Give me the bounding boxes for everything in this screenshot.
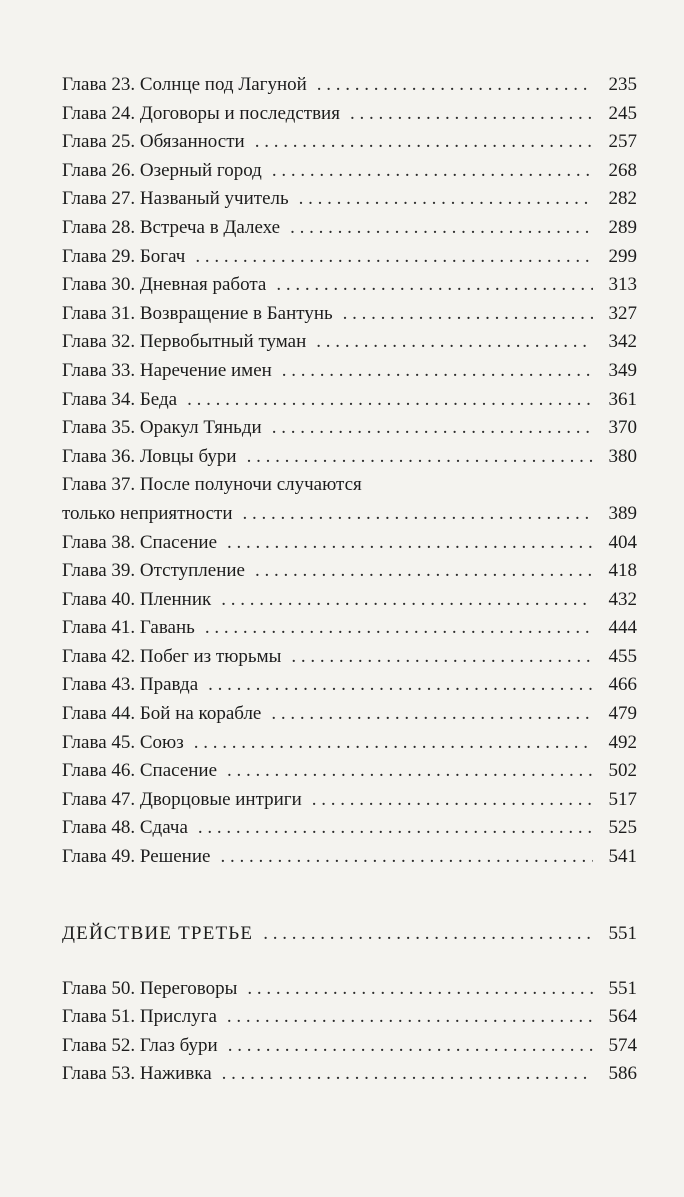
toc-entry (62, 814, 637, 843)
toc-entry-page: 389 (608, 502, 637, 524)
toc-entry (62, 243, 637, 272)
chapter-list-part-b (62, 529, 637, 872)
toc-entry-title: Глава 41. Гавань (62, 617, 195, 639)
leader-dots (221, 586, 593, 615)
leader-dots (198, 814, 593, 843)
toc-entry (62, 328, 637, 357)
toc-entry-page: 289 (608, 216, 637, 238)
toc-entry (62, 1003, 637, 1032)
toc-entry (62, 729, 637, 758)
toc-entry-title: Глава 50. Переговоры (62, 977, 238, 999)
toc-entry-title: Глава 26. Озерный город (62, 159, 262, 181)
toc-entry-page: 418 (608, 560, 637, 582)
toc-entry-page: 257 (608, 131, 637, 153)
leader-dots (205, 614, 593, 643)
toc-entry-title: Глава 27. Названый учитель (62, 188, 289, 210)
toc-entry (62, 71, 637, 100)
leader-dots (263, 920, 593, 948)
toc-entry-page: 404 (608, 531, 637, 553)
toc-entry-page: 349 (608, 359, 637, 381)
toc-entry-title: Глава 51. Прислуга (62, 1006, 217, 1028)
toc-entry-page: 444 (608, 617, 637, 639)
toc-entry-title: Глава 24. Договоры и последствия (62, 102, 340, 124)
toc-entry (62, 157, 637, 186)
toc-entry (62, 671, 637, 700)
toc-entry-title-line1: Глава 37. После полуночи случаются (62, 474, 362, 496)
leader-dots (255, 128, 593, 157)
leader-dots (243, 500, 594, 529)
toc-entry (62, 100, 637, 129)
toc-entry-page: 455 (608, 645, 637, 667)
toc-entry-page: 432 (608, 588, 637, 610)
leader-dots (227, 529, 593, 558)
leader-dots (222, 1060, 593, 1089)
leader-dots (350, 100, 593, 129)
toc-entry-title-line2: только неприятности (62, 502, 233, 524)
leader-dots (227, 1003, 593, 1032)
toc-entry-page: 235 (608, 74, 637, 95)
toc-entry-page: 299 (608, 245, 637, 267)
toc-entry-title: Глава 42. Побег из тюрьмы (62, 645, 282, 667)
toc-entry-page: 268 (608, 159, 637, 181)
toc-entry (62, 700, 637, 729)
leader-dots (271, 700, 593, 729)
toc-entry-title: Глава 36. Ловцы бури (62, 445, 237, 467)
toc-entry-title: Глава 23. Солнце под Лагуной (62, 74, 307, 95)
toc-entry (62, 757, 637, 786)
toc-entry-page: 502 (608, 760, 637, 782)
table-of-contents (62, 71, 637, 1089)
toc-entry-page: 282 (608, 188, 637, 210)
toc-entry-chapter-37 (62, 471, 637, 528)
toc-entry-title: Глава 47. Дворцовые интриги (62, 788, 302, 810)
leader-dots (194, 729, 593, 758)
chapter-list-part-a (62, 71, 637, 471)
toc-entry (62, 357, 637, 386)
toc-entry-title: Глава 28. Встреча в Далехе (62, 216, 281, 238)
toc-entry-title: Глава 45. Союз (62, 731, 184, 753)
leader-dots (247, 443, 593, 472)
toc-entry (62, 1060, 637, 1089)
toc-entry-title: Глава 49. Решение (62, 846, 211, 868)
toc-entry-title: Глава 46. Спасение (62, 760, 218, 782)
toc-entry (62, 643, 637, 672)
leader-dots (247, 975, 593, 1004)
leader-dots (272, 157, 593, 186)
toc-entry (62, 1032, 637, 1061)
toc-entry-page: 313 (608, 274, 637, 296)
leader-dots (316, 328, 593, 357)
toc-entry-page: 517 (608, 788, 637, 810)
toc-entry-title: Глава 44. Бой на корабле (62, 703, 262, 725)
toc-entry-title: Глава 52. Глаз бури (62, 1034, 218, 1056)
toc-entry-act-three (62, 920, 637, 948)
chapter-list-part-c (62, 975, 637, 1089)
toc-entry-page: 525 (608, 817, 637, 839)
toc-entry-title: Глава 53. Наживка (62, 1063, 212, 1085)
leader-dots (220, 843, 593, 872)
toc-entry-page: 342 (608, 331, 637, 353)
toc-entry (62, 614, 637, 643)
toc-entry (62, 300, 637, 329)
toc-entry-page: 564 (608, 1006, 637, 1028)
toc-entry-title: Глава 32. Первобытный туман (62, 331, 307, 353)
toc-entry (62, 128, 637, 157)
toc-entry-page: 479 (608, 703, 637, 725)
toc-entry-title: Глава 48. Сдача (62, 817, 188, 839)
toc-entry (62, 185, 637, 214)
toc-entry (62, 414, 637, 443)
toc-entry-title: Глава 31. Возвращение в Бантунь (62, 302, 333, 324)
leader-dots (208, 671, 593, 700)
toc-entry (62, 443, 637, 472)
act-page: 551 (608, 922, 637, 944)
section-spacer (62, 872, 637, 920)
toc-entry (62, 271, 637, 300)
toc-entry-page: 586 (608, 1063, 637, 1085)
toc-entry-title: Глава 39. Отступление (62, 560, 245, 582)
toc-entry-title: Глава 43. Правда (62, 674, 199, 696)
leader-dots (187, 386, 593, 415)
toc-entry-page: 245 (608, 102, 637, 124)
toc-entry-title: Глава 35. Оракул Тяньди (62, 417, 262, 439)
toc-entry-page: 380 (608, 445, 637, 467)
toc-entry (62, 529, 637, 558)
leader-dots (227, 757, 593, 786)
leader-dots (255, 557, 593, 586)
toc-entry-title: Глава 38. Спасение (62, 531, 218, 553)
toc-entry (62, 586, 637, 615)
act-title: ДЕЙСТВИЕ ТРЕТЬЕ (62, 922, 254, 944)
toc-entry-title: Глава 34. Беда (62, 388, 178, 410)
leader-dots (299, 185, 593, 214)
toc-entry-page: 327 (608, 302, 637, 324)
toc-entry-page: 541 (608, 846, 637, 868)
leader-dots (290, 214, 593, 243)
leader-dots (195, 243, 593, 272)
section-spacer (62, 948, 637, 975)
leader-dots (343, 300, 593, 329)
toc-entry (62, 214, 637, 243)
toc-entry (62, 386, 637, 415)
leader-dots (291, 643, 593, 672)
toc-entry-title: Глава 30. Дневная работа (62, 274, 267, 296)
toc-entry (62, 557, 637, 586)
toc-entry (62, 975, 637, 1004)
leader-dots (228, 1032, 593, 1061)
toc-entry-title: Глава 33. Наречение имен (62, 359, 272, 381)
leader-dots (276, 271, 593, 300)
toc-entry-row (62, 500, 637, 529)
leader-dots (272, 414, 593, 443)
toc-entry-page: 551 (608, 977, 637, 999)
toc-entry-page: 466 (608, 674, 637, 696)
toc-entry-page: 574 (608, 1034, 637, 1056)
toc-entry-title: Глава 25. Обязанности (62, 131, 245, 153)
leader-dots (312, 786, 593, 815)
toc-entry-title: Глава 29. Богач (62, 245, 186, 267)
toc-entry (62, 843, 637, 872)
toc-entry-page: 492 (608, 731, 637, 753)
toc-entry-page: 361 (608, 388, 637, 410)
toc-entry-title: Глава 40. Пленник (62, 588, 212, 610)
toc-entry-page: 370 (608, 417, 637, 439)
leader-dots (282, 357, 593, 386)
toc-entry (62, 786, 637, 815)
leader-dots (317, 71, 593, 100)
